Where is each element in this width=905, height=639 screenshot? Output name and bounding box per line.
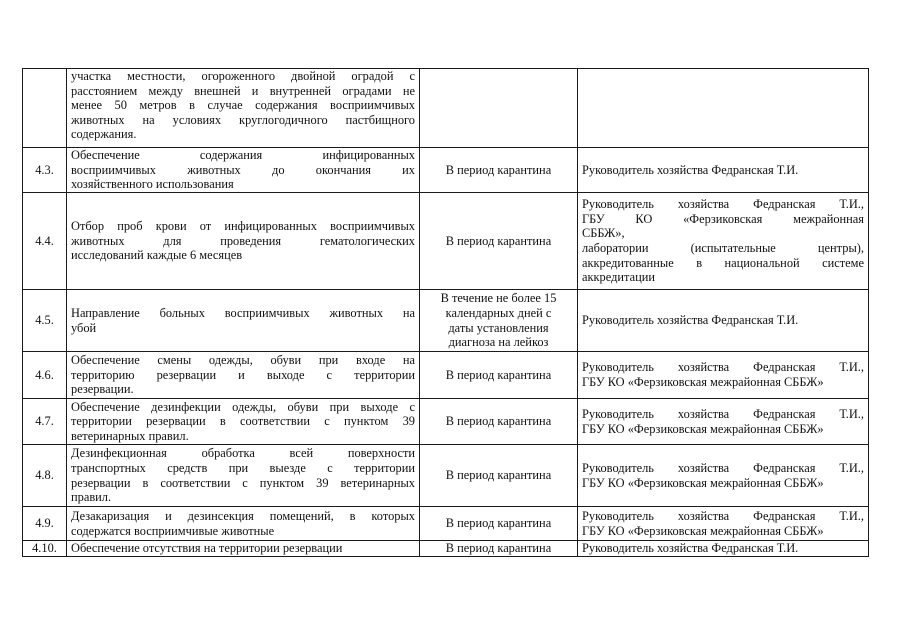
item-number: 4.10. [23, 541, 67, 557]
measure-responsible [578, 290, 869, 352]
text-line: Руководитель хозяйства Федранская Т.И. [582, 541, 799, 555]
text-line: исследований каждые 6 месяцев [71, 248, 243, 263]
text-line: аккредитации [582, 270, 655, 285]
table-row [23, 148, 869, 193]
text-line: Руководитель хозяйства Федранская Т.И., [582, 360, 864, 375]
measure-responsible [578, 69, 869, 148]
text-line: Отбор проб крови от инфицированных восприимчивых [71, 219, 415, 234]
text-line: ГБУ КО «Ферзиковская межрайонная СББЖ» [582, 375, 824, 389]
text-line: животных для проведения гематологических [71, 233, 415, 248]
measure-deadline [420, 507, 578, 541]
table-row [23, 69, 869, 148]
text-line: даты установления [448, 320, 549, 335]
text-line: В течение не более 15 [440, 291, 557, 306]
measure-description [67, 541, 420, 557]
text-line: ГБУ КО «Ферзиковская межрайонная СББЖ» [582, 523, 824, 538]
item-number: 4.5. [23, 290, 67, 352]
text-line: календарных дней с [445, 305, 552, 320]
measures-table [22, 68, 869, 557]
table-row [23, 193, 869, 290]
item-number: 4.9. [23, 507, 67, 541]
text-line: ГБУ КО «Ферзиковская межрайонная [582, 211, 864, 226]
measure-description [67, 507, 420, 541]
measure-deadline [420, 69, 578, 148]
measure-responsible [578, 193, 869, 290]
text-line: убой [71, 320, 97, 335]
text-line: Руководитель хозяйства Федранская Т.И., [582, 460, 864, 475]
measure-description [67, 69, 420, 148]
text-line: В период карантина [445, 541, 552, 555]
table-row [23, 507, 869, 541]
item-number: 4.8. [23, 445, 67, 507]
text-line: правил. [71, 490, 112, 505]
measure-deadline [420, 148, 578, 193]
measure-deadline [420, 193, 578, 290]
text-line: расстоянием между внешней и внутренней оградами не [71, 83, 415, 98]
measure-deadline [420, 290, 578, 352]
text-line: территорию резервации и выходе с территории [71, 367, 415, 382]
text-line: аккредитованные в национальной системе [582, 255, 864, 270]
text-line: СББЖ», [582, 226, 625, 241]
text-line: содержатся восприимчивые животные [71, 523, 275, 538]
text-line: В период карантина [445, 414, 552, 429]
text-line: диагноза на лейкоз [448, 335, 549, 350]
item-number: 4.7. [23, 399, 67, 445]
text-line: животных на условиях круглогодичного пастбищного [71, 112, 415, 127]
text-line: Руководитель хозяйства Федранская Т.И., [582, 197, 864, 212]
table-row [23, 399, 869, 445]
table-row [23, 445, 869, 507]
text-line: Направление больных восприимчивых животных на [71, 305, 415, 320]
text-line: лаборатории (испытательные центры), [582, 241, 864, 255]
text-line: ГБУ КО «Ферзиковская межрайонная СББЖ» [582, 421, 824, 436]
text-line: Обеспечение дезинфекции одежды, обуви при выходе с [71, 399, 415, 414]
item-number: 4.3. [23, 148, 67, 193]
text-line: менее 50 метров в случае содержания восприимчивых [71, 98, 415, 113]
measure-responsible [578, 399, 869, 445]
text-line: Обеспечение отсутствия на территории резервации [71, 541, 343, 555]
table-row [23, 290, 869, 352]
text-line: Обеспечение смены одежды, обуви при входе на [71, 353, 415, 368]
text-line: Руководитель хозяйства Федранская Т.И. [582, 313, 799, 328]
measure-deadline [420, 352, 578, 399]
text-line: территории резервации в соответствии с пунктом 39 [71, 414, 415, 429]
text-line: В период карантина [445, 162, 552, 177]
measure-deadline [420, 445, 578, 507]
text-line: В период карантина [445, 367, 552, 382]
text-line: резервации в соответствии с пунктом 39 ветеринарных [71, 475, 415, 490]
text-line: восприимчивых животных до окончания их [71, 162, 415, 177]
item-number: 4.6. [23, 352, 67, 399]
measure-description [67, 399, 420, 445]
measure-description [67, 193, 420, 290]
text-line: транспортных средств при выезде с территории [71, 460, 415, 475]
measure-responsible [578, 148, 869, 193]
text-line: Руководитель хозяйства Федранская Т.И., [582, 508, 864, 523]
text-line: содержания. [71, 127, 137, 142]
text-line: Обеспечение содержания инфицированных [71, 148, 415, 163]
text-line: В период карантина [445, 233, 552, 248]
text-line: В период карантина [445, 516, 552, 531]
text-line: Руководитель хозяйства Федранская Т.И., [582, 406, 864, 421]
measure-description [67, 148, 420, 193]
measure-deadline [420, 399, 578, 445]
measure-description [67, 290, 420, 352]
measure-description [67, 352, 420, 399]
text-line: участка местности, огороженного двойной оградой с [71, 69, 415, 83]
measure-responsible [578, 445, 869, 507]
table-row [23, 541, 869, 557]
measure-deadline [420, 541, 578, 557]
item-number: 4.4. [23, 193, 67, 290]
text-line: Дезакаризация и дезинсекция помещений, в которых [71, 508, 415, 523]
item-number [23, 69, 67, 148]
measure-responsible [578, 541, 869, 557]
table-row [23, 352, 869, 399]
text-line: хозяйственного использования [71, 177, 234, 192]
text-line: Руководитель хозяйства Федранская Т.И. [582, 162, 799, 177]
text-line: ГБУ КО «Ферзиковская межрайонная СББЖ» [582, 475, 824, 490]
measure-responsible [578, 507, 869, 541]
measure-responsible [578, 352, 869, 399]
text-line: Дезинфекционная обработка всей поверхности [71, 446, 415, 461]
text-line: В период карантина [445, 468, 552, 483]
measure-description [67, 445, 420, 507]
text-line: резервации. [71, 382, 134, 397]
table-body [23, 69, 869, 557]
text-line: ветеринарных правил. [71, 428, 189, 443]
